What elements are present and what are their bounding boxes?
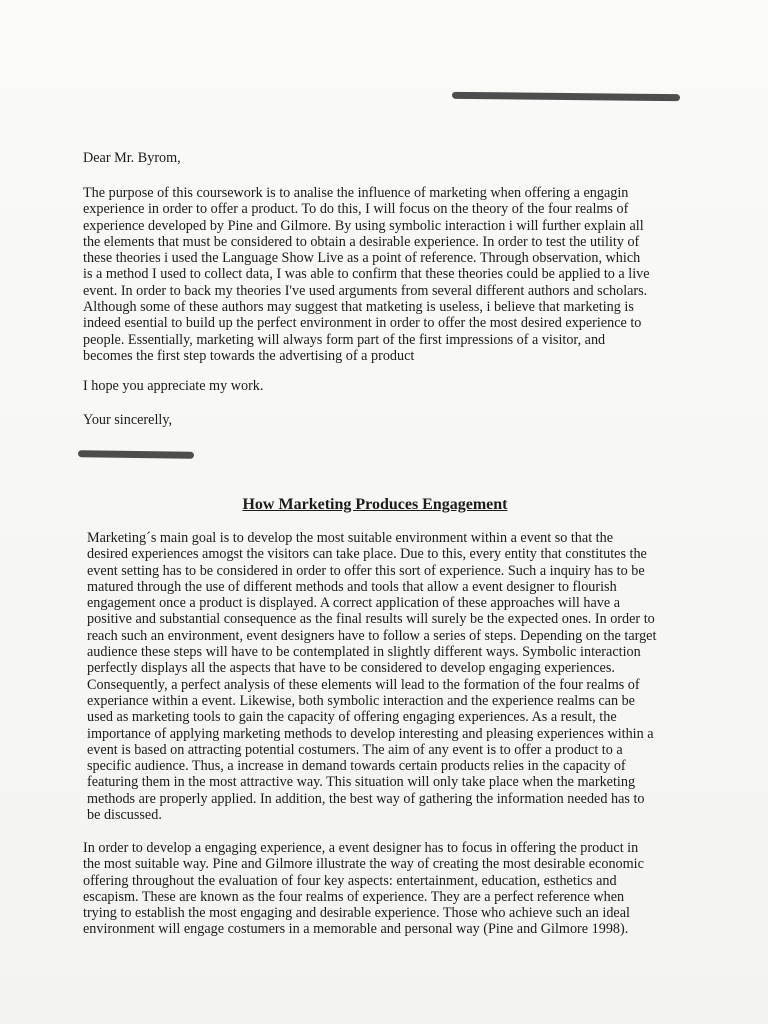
letter-salutation <box>83 150 673 166</box>
text-line: experiance within a event. Likewise, both symbolic interaction and the experience realms can be <box>87 692 635 709</box>
text-line: is a method I used to collect data, I was able to confirm that these theories could be applied to a live <box>83 266 650 283</box>
essay-paragraph-2 <box>83 840 673 938</box>
text-line: Marketing´s main goal is to develop the most suitable environment within a event so that the <box>87 530 614 546</box>
essay-paragraph-1 <box>83 530 673 823</box>
text-line: becomes the first step towards the advertising of a product <box>83 347 415 364</box>
essay-heading: How Marketing Produces Engagement <box>242 496 508 513</box>
text-line: featuring them in the most attractive way. This situation will only take place when the marketing <box>87 774 636 791</box>
text-line: audience these steps will have to be contemplated in slightly different ways. Symbolic interaction <box>87 644 641 661</box>
redacted-signature <box>78 450 194 459</box>
text-line: experience developed by Pine and Gilmore. By using symbolic interaction i will further explain all <box>83 217 644 234</box>
text-line: reach such an environment, event designers have to follow a series of steps. Depending on the target <box>87 627 657 644</box>
text-line: The purpose of this coursework is to analise the influence of marketing when offering a engagin <box>83 185 629 201</box>
text-line: event is based on attracting potential costumers. The aim of any event is to offer a product to a <box>87 741 623 758</box>
text-line: people. Essentially, marketing will always form part of the first impressions of a visitor, and <box>83 331 606 348</box>
text-line: Consequently, a perfect analysis of these elements will lead to the formation of the four realms of <box>87 676 640 693</box>
text-line: used as marketing tools to gain the capacity of offering engaging experiences. As a result, the <box>87 709 617 726</box>
text-line: event setting has to be considered in order to offer this sort of experience. Such a inquiry has to be <box>87 562 645 579</box>
text-line: event. In order to back my theories I've used arguments from several different authors and scholars. <box>83 282 648 299</box>
text-line: experience in order to offer a product. To do this, I will focus on the theory of the four realms of <box>83 201 629 218</box>
text-line: positive and substantial consequence as the final results will surely be the expected ones. In order to <box>87 611 655 628</box>
text-line: environment will engage costumers in a memorable and personal way (Pine and Gilmore 1998). <box>83 921 629 938</box>
text-line: importance of applying marketing methods to develop interesting and pleasing experiences within a <box>87 725 654 742</box>
text-line: Although some of these authors may suggest that matketing is useless, i believe that marketing is <box>83 299 634 316</box>
redacted-header-mark <box>452 92 680 101</box>
letter-intro-paragraph <box>83 185 673 364</box>
text-line: the most suitable way. Pine and Gilmore illustrate the way of creating the most desirable economic <box>83 856 644 873</box>
signoff-text: Your sincerelly, <box>83 412 173 428</box>
text-line: methods are properly applied. In addition, the best way of gathering the information needed has to <box>87 790 645 807</box>
text-line: engagement once a product is displayed. A correct application of these approaches will have a <box>87 595 621 612</box>
text-line: perfectly displays all the aspects that have to be considered to develop engaging experiences. <box>87 660 615 677</box>
text-line: In order to develop a engaging experience, a event designer has to focus in offering the product in <box>83 840 639 856</box>
text-line: matured through the use of different methods and tools that allow a event designer to flourish <box>87 578 617 595</box>
text-line: trying to establish the most engaging and desirable experience. Those who achieve such an ideal <box>83 905 630 922</box>
text-line: offering throughout the evaluation of four key aspects: entertainment, education, esthetics and <box>83 872 617 889</box>
text-line: desired experiences amogst the visitors can take place. Due to this, every entity that constitutes the <box>87 546 647 563</box>
text-line: specific audience. Thus, a increase in demand towards certain products relies in the capacity of <box>87 758 626 775</box>
text-line: be discussed. <box>87 807 162 824</box>
salutation-text: Dear Mr. Byrom, <box>83 150 181 166</box>
text-line: indeed esential to build up the perfect environment in order to offer the most desired experience to <box>83 315 642 332</box>
text-line: these theories i used the Language Show Live as a point of reference. Through observation, which <box>83 250 641 267</box>
text-line: the elements that must be considered to obtain a desirable experience. In order to test the utility of <box>83 233 640 250</box>
letter-signoff <box>83 412 673 428</box>
closing-text: I hope you appreciate my work. <box>83 378 264 394</box>
letter-closing-line <box>83 378 673 394</box>
text-line: escapism. These are known as the four realms of experience. They are a perfect reference when <box>83 888 625 905</box>
